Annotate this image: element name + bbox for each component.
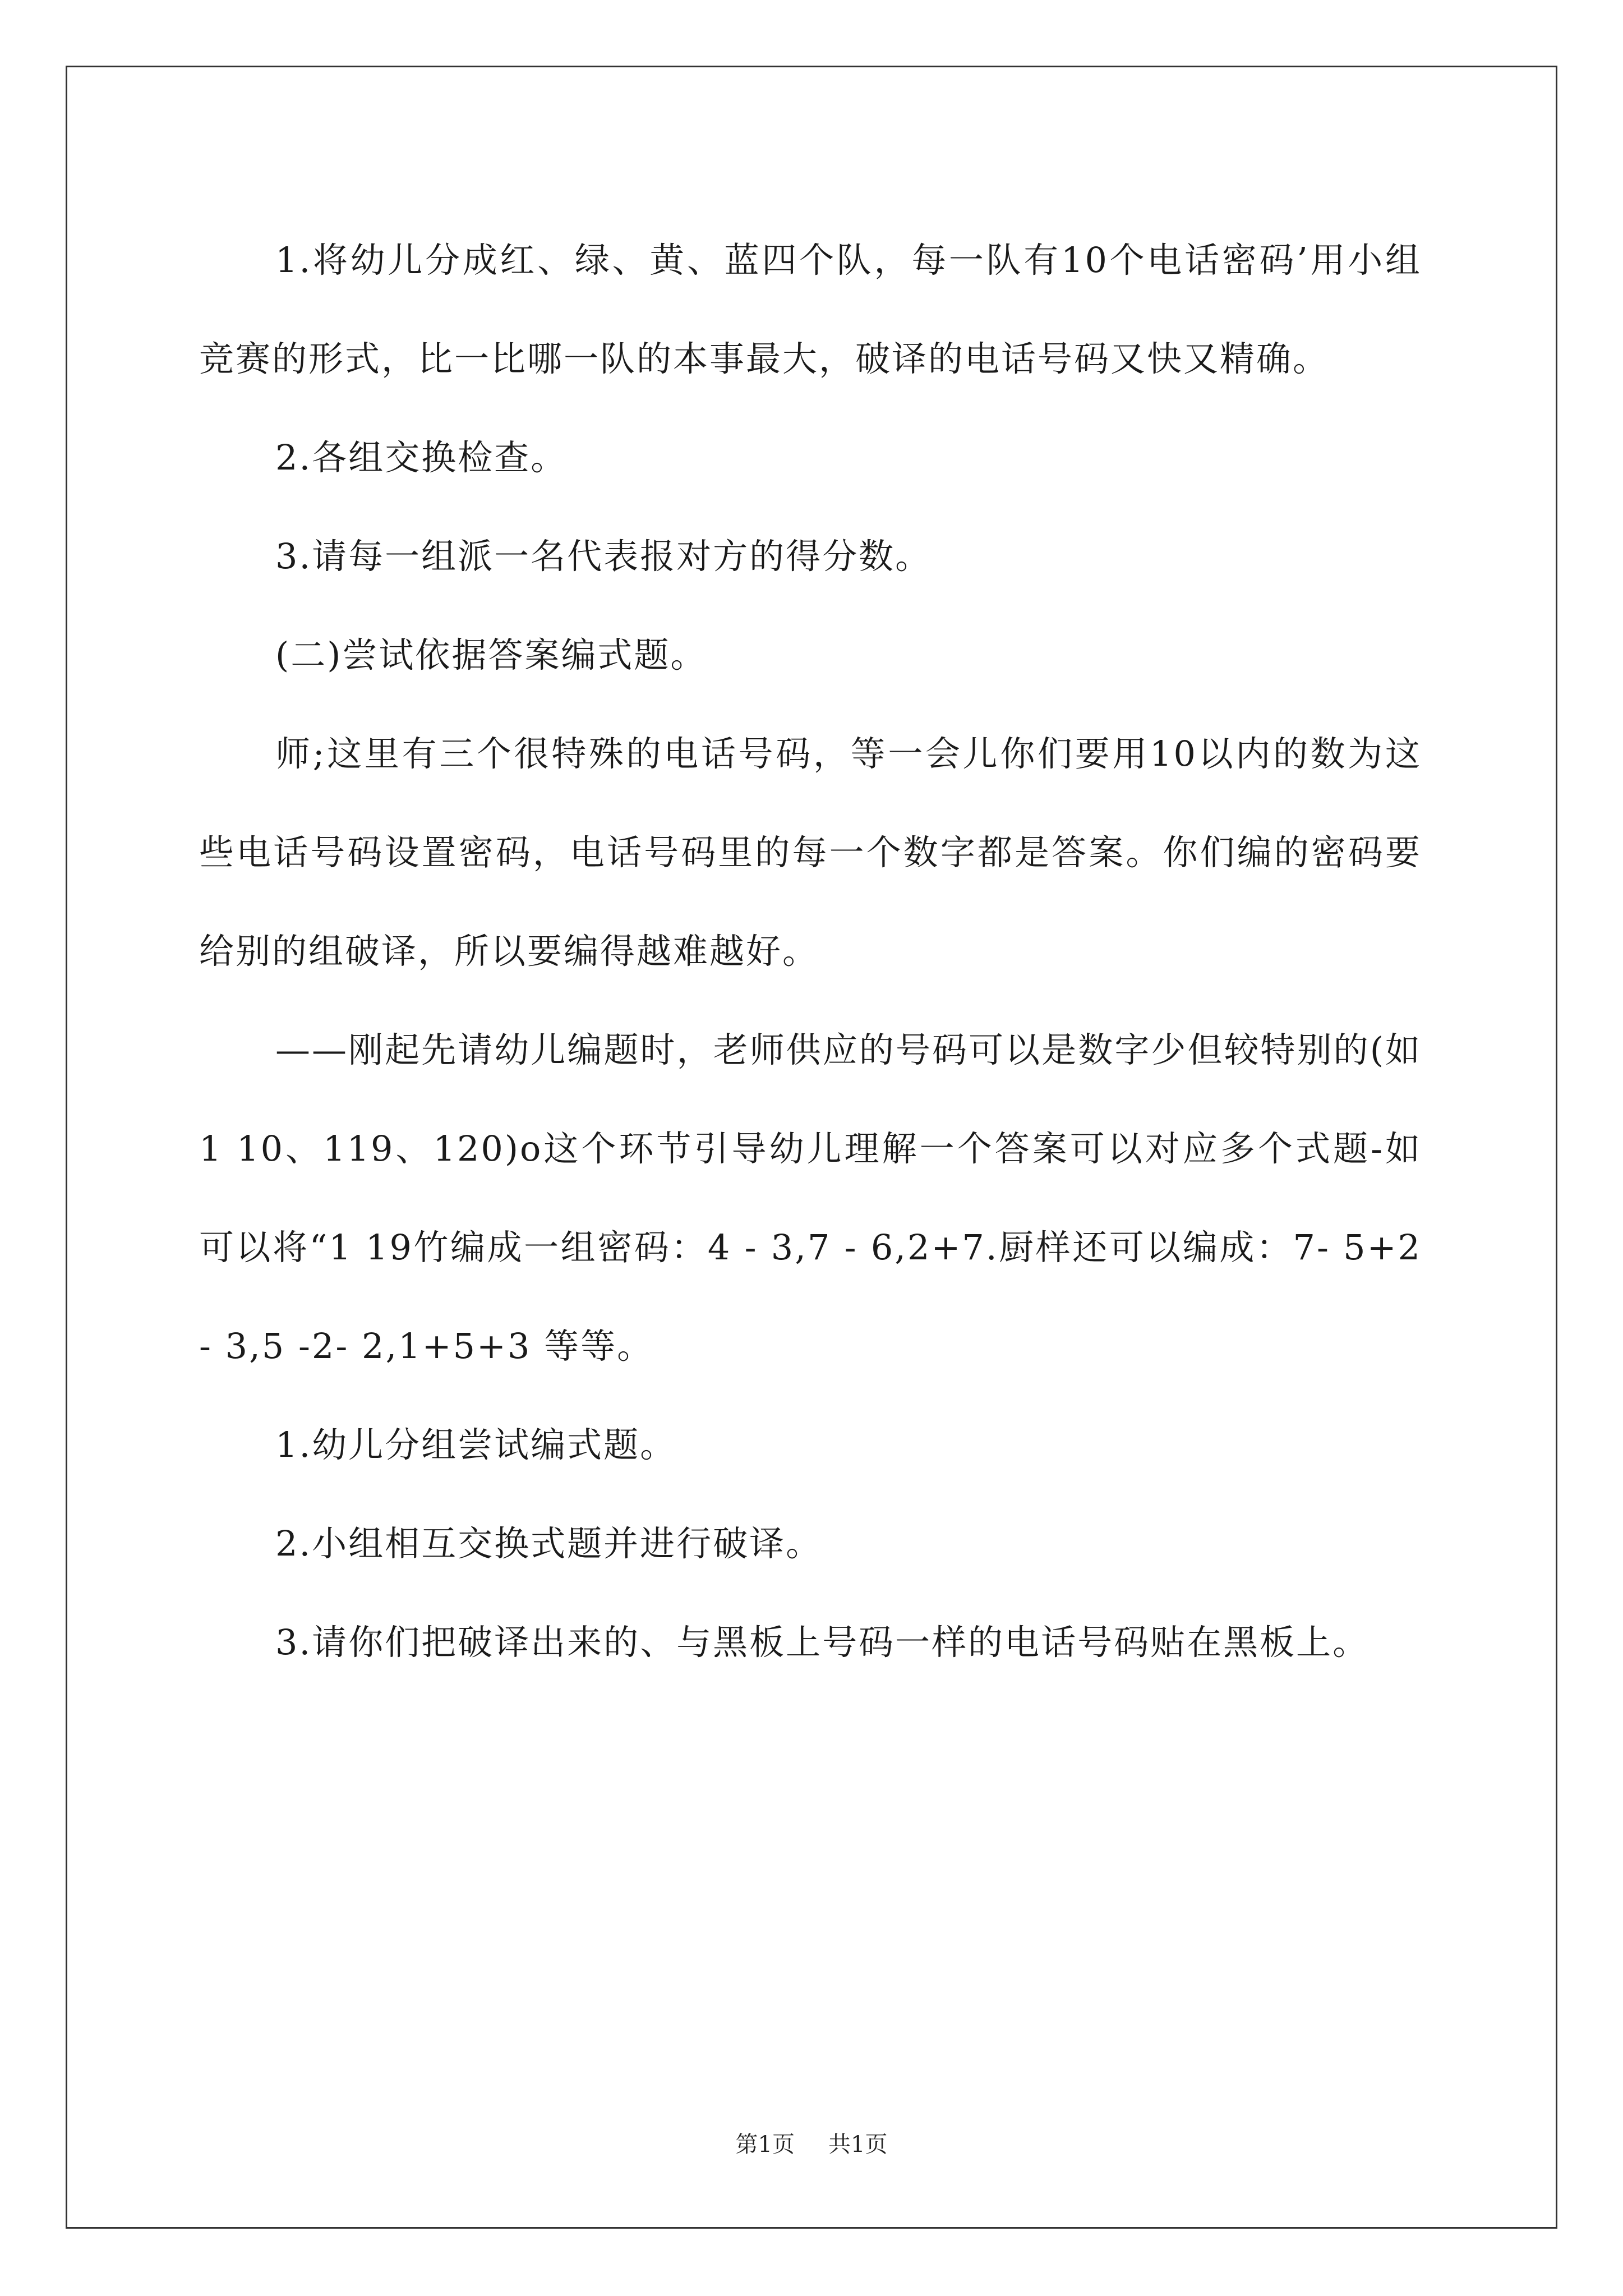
paragraph: 3.请每一组派一名代表报对方的得分数。 — [275, 536, 932, 577]
paragraph: 师;这里有三个很特殊的电话号码，等一会儿你们要用10以内的数为这些电话号码设置密码，电话号码里的每一个数字都是答案。你们编的密码要给别的组破译，所以要编得越难越好。 — [199, 733, 1422, 972]
paragraph: 2.小组相互交换式题并进行破译。 — [275, 1523, 823, 1564]
document-body — [199, 211, 1422, 1692]
paragraph: ——刚起先请幼儿编题时，老师供应的号码可以是数字少但较特别的(如1 10、119、120)o这个环节引导幼儿理解一个答案可以对应多个式题-如可以将“1 19竹编成一组密码：4 - 3,7 - 6,2+7.厨样还可以编成：7- 5+2 - 3,5 -2- 2,1+5+3 等等。 — [199, 1029, 1422, 1366]
paragraph: 3.请你们把破译出来的、与黑板上号码一样的电话号码贴在黑板上。 — [275, 1622, 1370, 1663]
paragraph: 1.将幼儿分成红、绿、黄、蓝四个队，每一队有10个电话密码’用小组竞赛的形式，比一比哪一队的本事最大，破译的电话号码又快又精确。 — [199, 240, 1422, 379]
paragraph: 1.幼儿分组尝试编式题。 — [275, 1424, 677, 1465]
page-count: 共1页 — [828, 2132, 888, 2157]
paragraph: 2.各组交换检查。 — [275, 437, 568, 478]
section-heading: (二)尝试依据答案编式题。 — [275, 634, 707, 675]
page-footer — [0, 2131, 1623, 2159]
page-number: 第1页 — [735, 2132, 795, 2157]
